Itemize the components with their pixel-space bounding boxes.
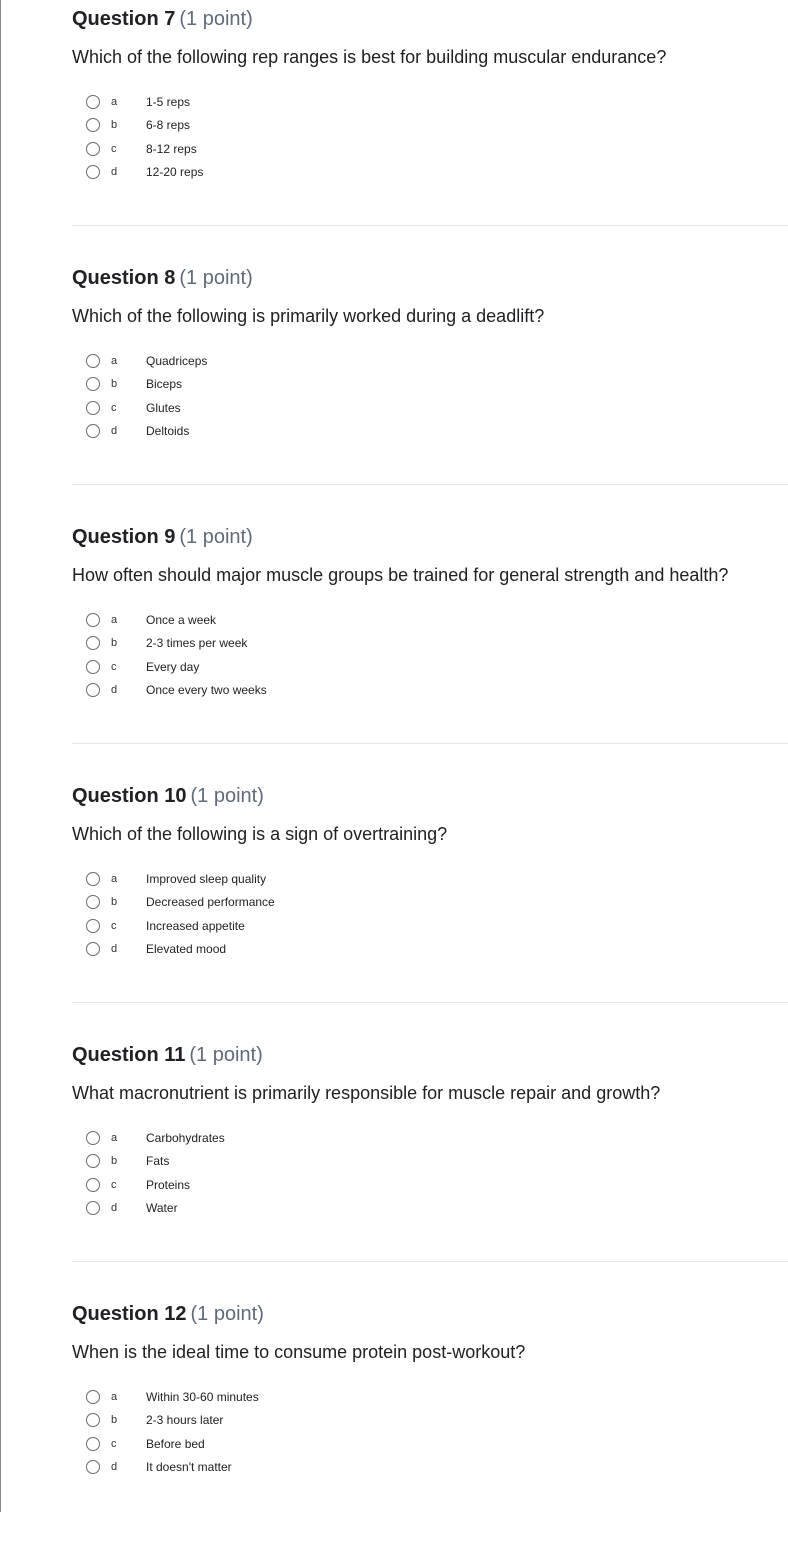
answer-option[interactable] [86,114,191,138]
radio-button[interactable] [86,118,100,132]
option-label: Increased appetite [146,918,245,933]
question-block [72,1295,788,1554]
radio-button[interactable] [86,95,100,109]
answer-option[interactable] [86,608,217,632]
answer-option[interactable] [86,891,275,915]
option-letter: c [111,1178,117,1191]
option-label: Carbohydrates [146,1130,225,1145]
question-text: Which of the following rep ranges is best for building muscular endurance? [72,47,667,67]
option-label: Quadriceps [146,353,208,368]
question-divider [72,1002,788,1003]
question-title: Question 9 [72,526,176,548]
option-letter: b [111,119,118,132]
radio-button[interactable] [86,636,100,650]
radio-button[interactable] [86,1178,100,1192]
answer-option[interactable] [86,349,208,373]
answer-option[interactable] [86,90,191,114]
radio-button[interactable] [86,1437,100,1451]
question-points: (1 point) [179,526,253,548]
answer-option[interactable] [86,914,245,938]
radio-button[interactable] [86,919,100,933]
answer-options [86,867,275,961]
option-label: It doesn't matter [146,1460,232,1475]
option-letter: d [111,1202,118,1215]
question-divider [72,225,788,226]
answer-option[interactable] [86,867,267,891]
answer-option[interactable] [86,1150,170,1174]
option-label: Fats [146,1154,170,1169]
question-points: (1 point) [190,1303,264,1325]
radio-button[interactable] [86,142,100,156]
answer-options [86,1385,259,1479]
answer-option[interactable] [86,1432,205,1456]
radio-button[interactable] [86,1131,100,1145]
question-title: Question 7 [72,8,176,30]
question-header [72,265,253,291]
option-label: 2-3 hours later [146,1413,224,1428]
question-text: How often should major muscle groups be trained for general strength and health? [72,565,729,585]
question-divider [72,1261,788,1262]
option-letter: a [111,1131,118,1144]
answer-option[interactable] [86,373,183,397]
option-letter: b [111,378,118,391]
question-text: Which of the following is a sign of overtraining? [72,824,448,844]
option-letter: d [111,943,118,956]
question-title: Question 11 [72,1044,186,1066]
question-divider [72,743,788,744]
radio-button[interactable] [86,942,100,956]
radio-button[interactable] [86,683,100,697]
question-block [72,259,788,518]
radio-button[interactable] [86,424,100,438]
question-text: When is the ideal time to consume protein post-workout? [72,1342,526,1362]
option-letter: d [111,166,118,179]
answer-option[interactable] [86,632,248,656]
question-title: Question 8 [72,267,176,289]
answer-option[interactable] [86,1409,224,1433]
option-label: Within 30-60 minutes [146,1389,259,1404]
option-label: Once every two weeks [146,683,267,698]
question-header [72,6,253,32]
question-points: (1 point) [179,8,253,30]
option-label: Glutes [146,400,181,415]
radio-button[interactable] [86,613,100,627]
option-label: 1-5 reps [146,94,191,109]
option-letter: a [111,872,118,885]
answer-options [86,349,208,443]
option-label: Elevated mood [146,942,227,957]
question-text: Which of the following is primarily worked during a deadlift? [72,306,545,326]
question-points: (1 point) [179,267,253,289]
answer-options [86,1126,225,1220]
option-letter: d [111,425,118,438]
radio-button[interactable] [86,1154,100,1168]
question-block [72,1036,788,1295]
radio-button[interactable] [86,354,100,368]
option-letter: a [111,613,118,626]
question-header [72,1301,264,1327]
question-header [72,524,253,550]
option-label: Every day [146,659,200,674]
option-letter: a [111,354,118,367]
radio-button[interactable] [86,1413,100,1427]
radio-button[interactable] [86,895,100,909]
option-letter: c [111,660,117,673]
radio-button[interactable] [86,660,100,674]
option-letter: b [111,637,118,650]
option-label: Proteins [146,1177,191,1192]
option-label: Water [146,1201,178,1216]
answer-option[interactable] [86,1126,225,1150]
radio-button[interactable] [86,1201,100,1215]
radio-button[interactable] [86,401,100,415]
answer-option[interactable] [86,420,190,444]
option-letter: a [111,95,118,108]
answer-options [86,608,267,702]
page-left-border [0,0,1,1512]
option-label: 2-3 times per week [146,636,248,651]
option-label: Deltoids [146,424,190,439]
option-letter: b [111,896,118,909]
answer-option[interactable] [86,137,197,161]
option-label: 8-12 reps [146,141,197,156]
option-label: 6-8 reps [146,118,191,133]
question-block [72,777,788,1036]
option-letter: d [111,1461,118,1474]
option-letter: c [111,142,117,155]
answer-option[interactable] [86,1385,259,1409]
radio-button[interactable] [86,872,100,886]
question-title: Question 12 [72,1303,187,1325]
answer-option[interactable] [86,1173,191,1197]
option-label: Decreased performance [146,895,275,910]
option-letter: c [111,401,117,414]
option-letter: c [111,919,117,932]
option-letter: c [111,1437,117,1450]
radio-button[interactable] [86,377,100,391]
answer-option[interactable] [86,679,267,703]
option-letter: b [111,1414,118,1427]
option-label: 12-20 reps [146,165,204,180]
radio-button[interactable] [86,165,100,179]
option-label: Once a week [146,612,217,627]
answer-option[interactable] [86,655,200,679]
question-title: Question 10 [72,785,187,807]
option-letter: b [111,1155,118,1168]
radio-button[interactable] [86,1390,100,1404]
question-text: What macronutrient is primarily responsible for muscle repair and growth? [72,1083,661,1103]
option-label: Improved sleep quality [146,871,267,886]
answer-option[interactable] [86,1456,232,1480]
question-block [72,0,788,259]
option-label: Before bed [146,1436,205,1451]
answer-option[interactable] [86,161,204,185]
answer-option[interactable] [86,1197,178,1221]
question-divider [72,484,788,485]
option-label: Biceps [146,377,183,392]
radio-button[interactable] [86,1460,100,1474]
question-points: (1 point) [190,785,264,807]
question-points: (1 point) [189,1044,263,1066]
answer-option[interactable] [86,396,181,420]
answer-options [86,90,204,184]
option-letter: d [111,684,118,697]
question-header [72,783,264,809]
option-letter: a [111,1390,118,1403]
question-block [72,518,788,777]
answer-option[interactable] [86,938,227,962]
question-header [72,1042,263,1068]
